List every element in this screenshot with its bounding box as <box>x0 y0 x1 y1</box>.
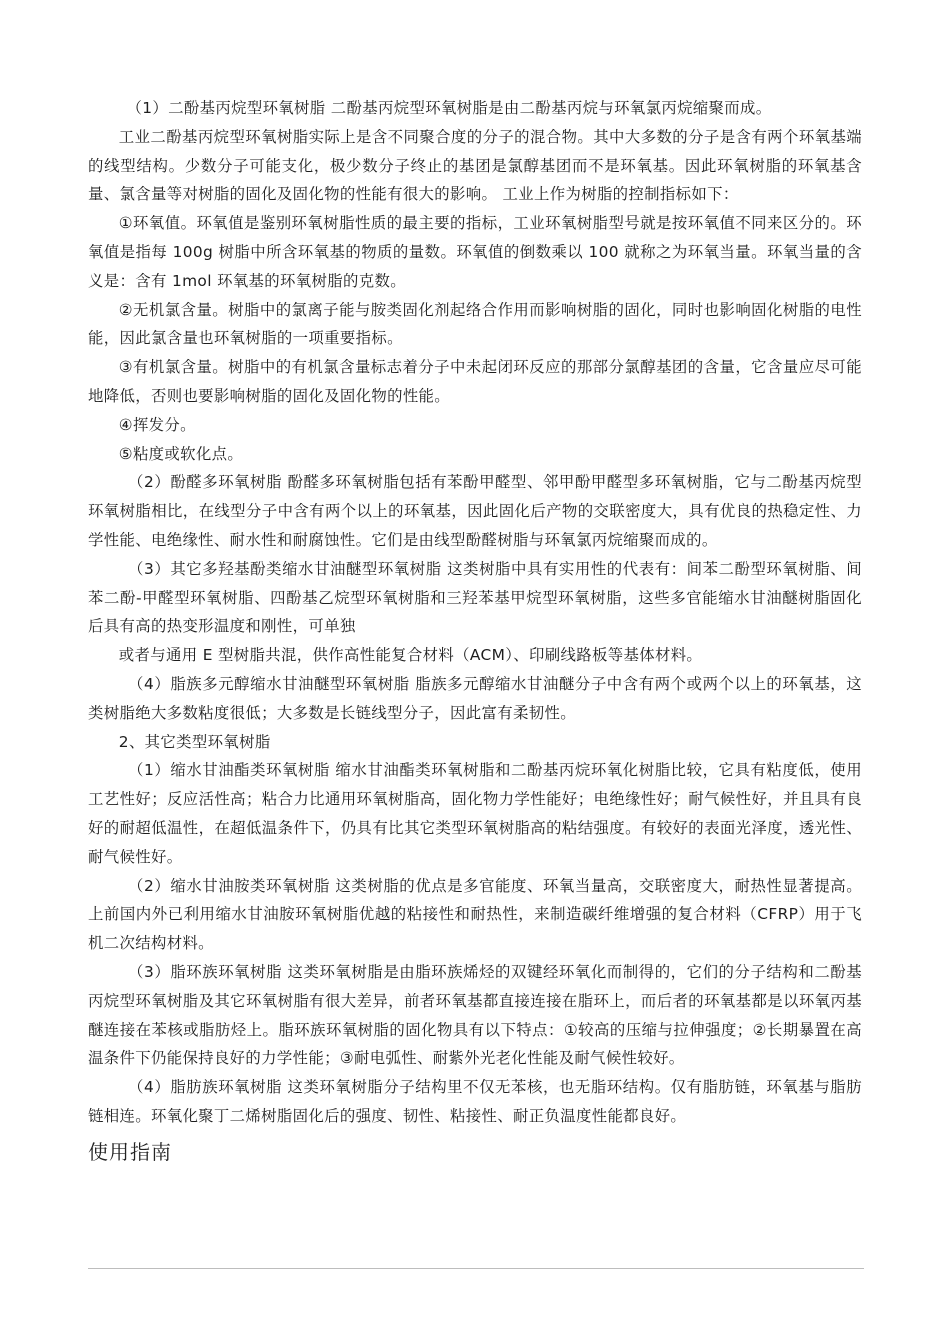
paragraph-aliphatic-polyol: （4）脂族多元醇缩水甘油醚型环氧树脂 脂族多元醇缩水甘油醚分子中含有两个或两个以上的环氧基，这类树脂绝大多数粘度很低；大多数是长链线型分子，因此富有柔韧性。 <box>88 674 862 722</box>
footer-divider <box>88 1268 864 1269</box>
paragraph-blend-e-type: 或者与通用 E 型树脂共混，供作高性能复合材料（ACM）、印刷线路板等基体材料。 <box>118 646 703 665</box>
paragraph-epoxy-value: ①环氧值。环氧值是鉴别环氧树脂性质的最主要的指标，工业环氧树脂型号就是按环氧值不同来区分的。环氧值是指每 100g 树脂中所含环氧基的物质的量数。环氧值的倒数乘以 100 就称之为环氧当量。环氧当量的含义是：含有 1mol 环氧基的环氧树脂的克数。 <box>88 214 862 290</box>
paragraph-polyhydroxy-phenol: （3）其它多羟基酚类缩水甘油醚型环氧树脂 这类树脂中具有实用性的代表有：间苯二酚型环氧树脂、间苯二酚-甲醛型环氧树脂、四酚基乙烷型环氧树脂和三羟苯基甲烷型环氧树脂，这些多官能缩水甘油醚树脂固化后具有高的热变形温度和刚性，可单独 <box>88 559 862 636</box>
paragraph-volatiles: ④挥发分。 <box>118 415 196 434</box>
paragraph-organic-chlorine: ③有机氯含量。树脂中的有机氯含量标志着分子中未起闭环反应的那部分氯醇基团的含量，它含量应尽可能地降低，否则也要影响树脂的固化及固化物的性能。 <box>88 358 862 405</box>
paragraph-phenolic-epoxy: （2）酚醛多环氧树脂 酚醛多环氧树脂包括有苯酚甲醛型、邻甲酚甲醛型多环氧树脂，它与二酚基丙烷型环氧树脂相比，在线型分子中含有两个以上的环氧基，因此固化后产物的交联密度大，具有优良的热稳定性、力学性能、电绝缘性、耐水性和耐腐蚀性。它们是由线型酚醛树脂与环氧氯丙烷缩聚而成的。 <box>88 473 862 549</box>
paragraph-aliphatic-epoxy: （4）脂肪族环氧树脂 这类环氧树脂分子结构里不仅无苯核，也无脂环结构。仅有脂肪链，环氧基与脂肪链相连。环氧化聚丁二烯树脂固化后的强度、韧性、粘接性、耐正负温度性能都良好。 <box>88 1078 862 1125</box>
paragraph-viscosity: ⑤粘度或软化点。 <box>118 444 244 463</box>
paragraph-inorganic-chlorine: ②无机氯含量。树脂中的氯离子能与胺类固化剂起络合作用而影响树脂的固化，同时也影响固化树脂的电性能，因此氯含量也环氧树脂的一项重要指标。 <box>88 300 862 348</box>
paragraph-epoxy-bisphenol-intro: （1）二酚基丙烷型环氧树脂 二酚基丙烷型环氧树脂是由二酚基丙烷与环氧氯丙烷缩聚而成。 <box>126 99 772 117</box>
paragraph-cycloaliphatic: （3）脂环族环氧树脂 这类环氧树脂是由脂环族烯烃的双键经环氧化而制得的，它们的分子结构和二酚基丙烷型环氧树脂及其它环氧树脂有很大差异，前者环氧基都直接连接在脂环上，而后者的环氧基都是以环氧丙基醚连接在苯核或脂肪烃上。脂环族环氧树脂的固化物具有以下特点：①较高的压缩与拉伸强度；②长期暴置在高温条件下仍能保持良好的力学性能；③耐电弧性、耐紫外光老化性能及耐气候性较好。 <box>88 962 862 1068</box>
paragraph-glycidyl-ester: （1）缩水甘油酯类环氧树脂 缩水甘油酯类环氧树脂和二酚基丙烷环氧化树脂比较，它具有粘度低，使用工艺性好；反应活性高；粘合力比通用环氧树脂高，固化物力学性能好；电绝缘性好；耐气候性好，并且具有良好的耐超低温性，在超低温条件下，仍具有比其它类型环氧树脂高的粘结强度。有较好的表面光泽度，透光性、耐气候性好。 <box>88 761 862 866</box>
section-heading-other-types: 2、其它类型环氧树脂 <box>118 732 271 751</box>
document-body <box>88 94 862 1167</box>
footer-title: 使用指南 <box>88 1139 172 1164</box>
paragraph-industrial-bisphenol: 工业二酚基丙烷型环氧树脂实际上是含不同聚合度的分子的混合物。其中大多数的分子是含有两个环氧基端的线型结构。少数分子可能支化，极少数分子终止的基团是氯醇基团而不是环氧基。因此环氧树脂的环氧基含量、氯含量等对树脂的固化及固化物的性能有很大的影响。 工业上作为树脂的控制指标如下： <box>88 127 862 204</box>
paragraph-glycidyl-amine: （2）缩水甘油胺类环氧树脂 这类树脂的优点是多官能度、环氧当量高，交联密度大，耐热性显著提高。上前国内外已利用缩水甘油胺环氧树脂优越的粘接性和耐热性，来制造碳纤维增强的复合材料（CFRP）用于飞机二次结构材料。 <box>88 876 862 953</box>
